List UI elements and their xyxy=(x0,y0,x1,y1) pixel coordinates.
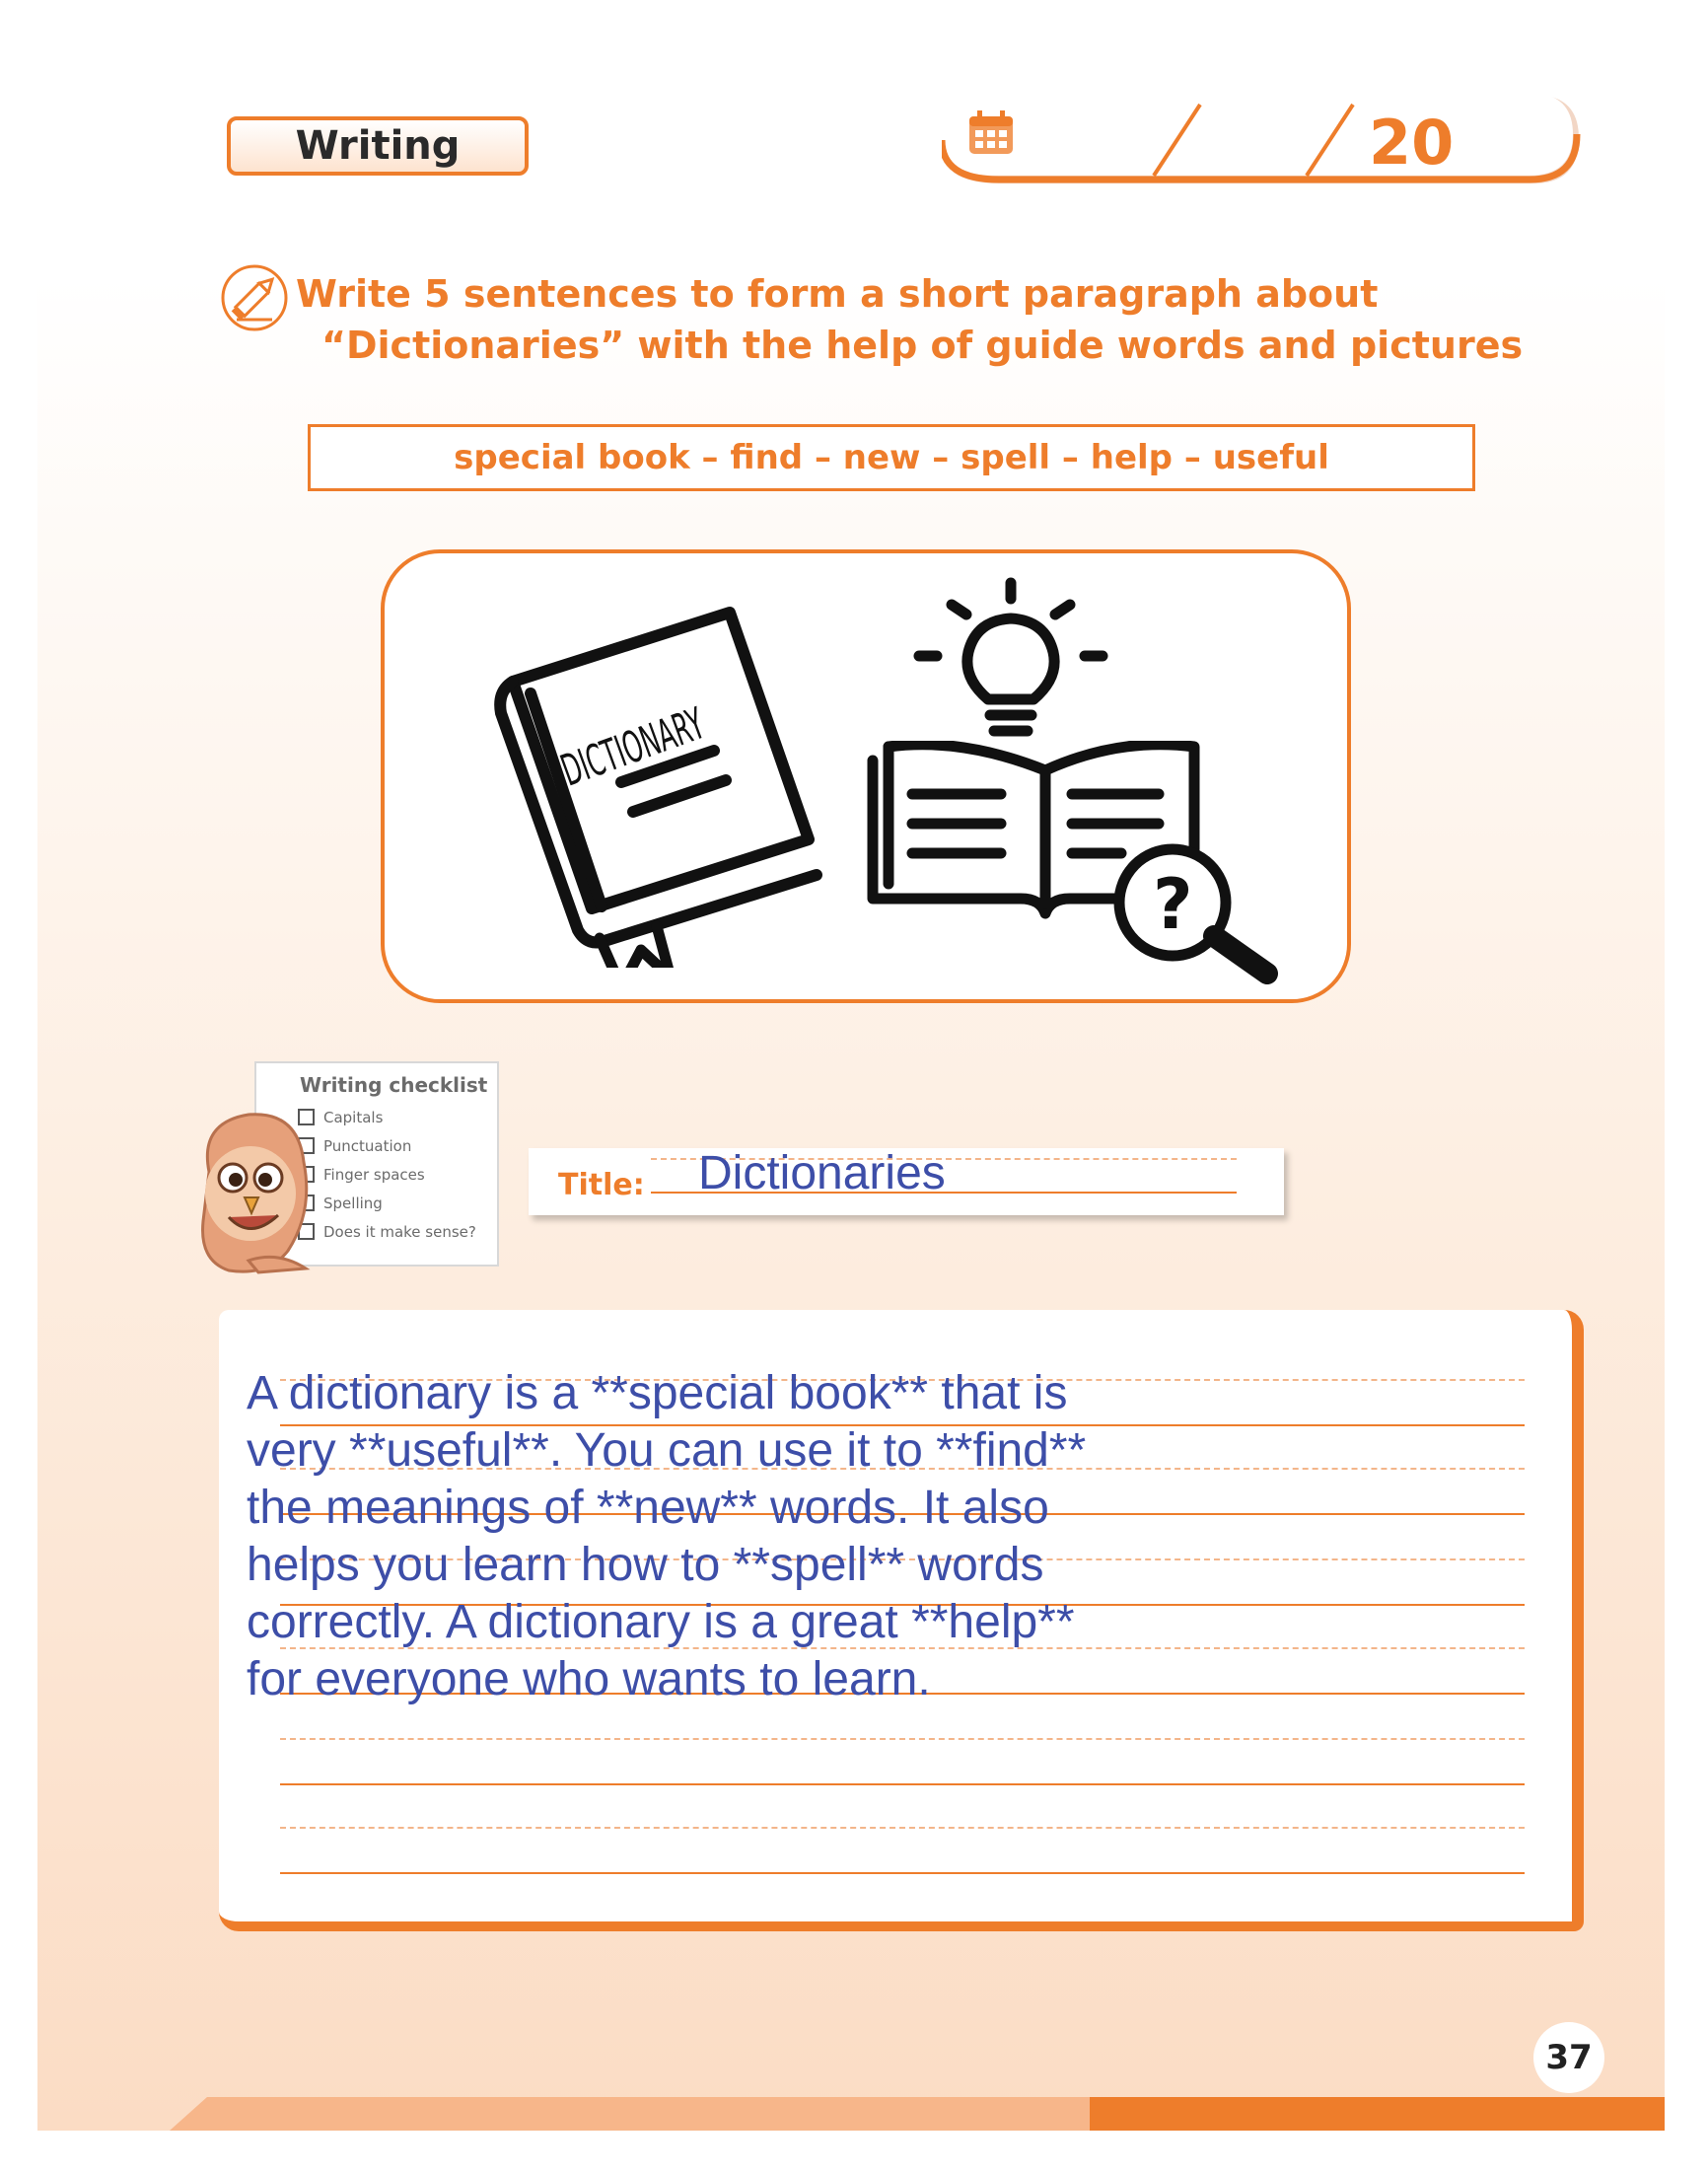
dashed-guide-line xyxy=(280,1827,1525,1829)
paragraph-line: helps you learn how to **spell** words xyxy=(247,1539,1044,1591)
paragraph-line: for everyone who wants to learn. xyxy=(247,1653,931,1705)
paragraph-text[interactable] xyxy=(247,1365,1174,1708)
writing-area[interactable] xyxy=(219,1310,1584,1931)
picture-box xyxy=(381,549,1351,1003)
checklist-item[interactable]: Capitals xyxy=(256,1103,497,1131)
open-book-search-icon xyxy=(863,741,1297,987)
footer-stripe-dark xyxy=(1090,2097,1665,2131)
checklist-item[interactable]: Punctuation xyxy=(256,1131,497,1160)
checklist-item[interactable]: Does it make sense? xyxy=(256,1217,497,1246)
checklist-item[interactable]: Finger spaces xyxy=(256,1160,497,1189)
paragraph-line: correctly. A dictionary is a great **help** xyxy=(247,1596,1075,1648)
book-label: DICTIONARY xyxy=(554,698,712,797)
lightbulb-icon xyxy=(897,575,1124,743)
title-field[interactable] xyxy=(529,1148,1284,1215)
paragraph-line: the meanings of **new** words. It also xyxy=(247,1482,1049,1534)
title-label: Title: xyxy=(558,1168,645,1202)
footer-stripe-light xyxy=(207,2097,1090,2131)
instruction-line-2: “Dictionaries” with the help of guide words and pictures xyxy=(321,324,1524,367)
unit-number: 20 xyxy=(1369,107,1455,179)
paragraph-line: A dictionary is a **special book** that is xyxy=(247,1367,1068,1419)
instruction-line-1: Write 5 sentences to form a short paragraph about xyxy=(296,272,1379,316)
paragraph-line: very **useful**. You can use it to **find** xyxy=(247,1424,1087,1477)
calendar-icon xyxy=(969,110,1013,154)
date-bar xyxy=(942,89,1583,187)
writing-line xyxy=(280,1872,1525,1874)
footer-stripe-cap xyxy=(170,2097,207,2131)
writing-line xyxy=(280,1783,1525,1785)
pencil-icon xyxy=(219,262,290,333)
page-number: 37 xyxy=(1533,2022,1604,2093)
section-label: Writing xyxy=(227,116,529,176)
owl-mascot-icon xyxy=(189,1103,327,1276)
title-value[interactable]: Dictionaries xyxy=(698,1147,946,1199)
guide-words-box: special book – find – new – spell – help – useful xyxy=(308,424,1475,491)
dashed-guide-line xyxy=(280,1738,1525,1740)
checklist-item[interactable]: Spelling xyxy=(256,1189,497,1217)
dictionary-book-icon xyxy=(483,593,858,968)
checklist-title: Writing checklist xyxy=(300,1073,488,1097)
question-mark: ? xyxy=(1153,864,1193,945)
instruction xyxy=(296,268,1523,371)
